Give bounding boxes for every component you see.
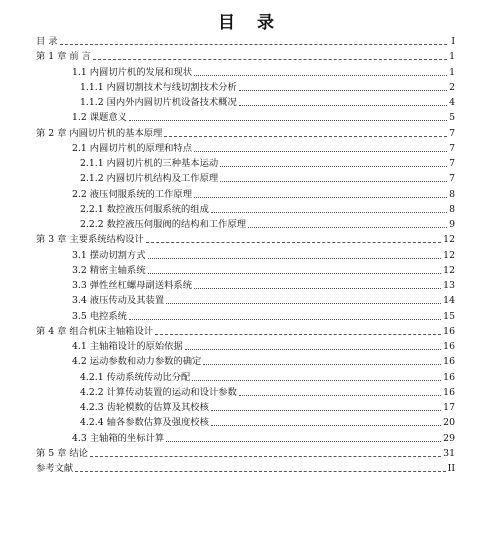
toc-entry-page-number: 16	[443, 325, 455, 337]
toc-entry[interactable]	[72, 308, 455, 322]
toc-entry-page-number: 7	[449, 173, 455, 185]
toc-entry[interactable]	[72, 262, 455, 276]
toc-entry-page-number: 13	[443, 280, 455, 291]
toc-entry-page-number: 4	[449, 97, 455, 108]
toc-leader-line	[211, 409, 441, 411]
toc-entry[interactable]	[36, 323, 455, 337]
toc-leader-line	[129, 119, 447, 121]
toc-entry-label: 3.2 精密主轴系统	[72, 264, 146, 276]
toc-leader-line	[185, 348, 441, 350]
toc-entry-page-number: 29	[443, 432, 455, 444]
toc-leader-line	[194, 287, 441, 289]
toc-leader-line	[192, 379, 441, 381]
toc-entry-label: 2.1.2 内圆切片机结构及工作原理	[80, 173, 219, 185]
toc-entry-page-number: 1	[449, 66, 455, 78]
toc-entry-page-number: 8	[449, 203, 455, 215]
toc-entry-label: 参考文献	[36, 463, 74, 474]
toc-leader-line	[75, 470, 445, 472]
toc-leader-line	[248, 226, 447, 228]
toc-leader-line	[155, 333, 441, 335]
toc-entry-label: 2.2.1 数控液压伺服系统的组成	[80, 203, 209, 215]
toc-entry-label: 第 1 章 前 言	[36, 51, 91, 63]
toc-leader-line	[239, 89, 447, 91]
toc-entry-page-number: 9	[449, 219, 455, 230]
toc-entry-label: 3.4 液压传动及其装置	[72, 295, 165, 307]
toc-entry-page-number: 20	[443, 417, 455, 429]
toc-entry[interactable]	[72, 353, 455, 367]
toc-entry-label: 第 5 章 结论	[36, 447, 88, 459]
toc-entry-page-number: 16	[443, 386, 455, 398]
toc-entry[interactable]	[72, 247, 455, 261]
toc-leader-line	[194, 150, 447, 152]
toc-entry[interactable]	[36, 460, 455, 474]
toc-leader-line	[211, 211, 447, 213]
toc-entry[interactable]	[80, 414, 455, 428]
toc-entry[interactable]	[80, 369, 455, 383]
toc-entry[interactable]	[72, 64, 455, 78]
toc-entry-page-number: 16	[443, 371, 455, 383]
toc-entry-page-number: 17	[443, 402, 455, 413]
toc-entry-page-number: 7	[449, 158, 455, 169]
toc-entry[interactable]	[72, 277, 455, 291]
toc-entry-label: 1.1 内圆切片机的发展和现状	[72, 66, 193, 78]
toc-entry[interactable]	[72, 140, 455, 154]
toc-entry-page-number: 12	[443, 249, 455, 261]
toc-entry[interactable]	[72, 430, 455, 444]
toc-entry[interactable]	[80, 399, 455, 413]
toc-leader-line	[148, 257, 442, 259]
page-title: 目 录	[218, 13, 282, 33]
toc-entry-page-number: 2	[449, 81, 455, 93]
toc-entry[interactable]	[80, 155, 455, 169]
toc-entry-label: 3.3 弹性丝杠螺母副送料系统	[72, 280, 193, 291]
toc-entry-label: 4.2.4 轴各参数估算及强度校核	[80, 417, 209, 429]
toc-leader-line	[239, 104, 447, 106]
toc-entry-label: 目 录	[36, 36, 58, 47]
toc-leader-line	[164, 135, 447, 137]
toc-entry-label: 1.1.2 国内外内圆切片机设备技术概况	[80, 97, 237, 108]
toc-entry-page-number: 7	[449, 142, 455, 154]
toc-entry-page-number: 15	[443, 310, 455, 322]
toc-entry-page-number: I	[451, 36, 455, 47]
toc-leader-line	[194, 196, 447, 198]
toc-entry[interactable]	[72, 292, 455, 306]
toc-entry-label: 4.2.1 传动系统传动比分配	[80, 371, 191, 383]
toc-leader-line	[93, 58, 447, 60]
toc-entry-page-number: 12	[443, 234, 455, 246]
toc-leader-line	[194, 74, 447, 76]
toc-entry[interactable]	[36, 48, 455, 62]
toc-leader-line	[60, 43, 447, 45]
toc-leader-line	[203, 363, 441, 365]
toc-entry[interactable]	[72, 338, 455, 352]
toc-entry-label: 第 4 章 组合机床主轴箱设计	[36, 325, 154, 337]
toc-entry-page-number: 31	[443, 447, 455, 459]
toc-entry-label: 3.1 摆动切割方式	[72, 249, 146, 261]
toc-entry[interactable]	[80, 79, 455, 93]
toc-entry[interactable]	[80, 384, 455, 398]
toc-leader-line	[211, 424, 441, 426]
toc-entry-label: 2.2 液压伺服系统的工作原理	[72, 188, 193, 200]
toc-leader-line	[148, 272, 442, 274]
toc-leader-line	[146, 241, 441, 243]
toc-entry[interactable]	[36, 445, 455, 459]
toc-entry-page-number: 14	[443, 295, 455, 307]
toc-entry-label: 1.1.1 内圆切割技术与线切割技术分析	[80, 81, 237, 93]
toc-leader-line	[166, 302, 441, 304]
toc-leader-line	[220, 180, 447, 182]
toc-entry-page-number: 1	[449, 51, 455, 63]
toc-entry-page-number: 12	[443, 264, 455, 276]
toc-entry-page-number: 16	[443, 341, 455, 352]
toc-leader-line	[239, 394, 441, 396]
toc-entry-page-number: 8	[449, 188, 455, 200]
toc-entry-page-number: 16	[443, 356, 455, 368]
toc-entry-label: 2.1.1 内圆切片机的三种基本运动	[80, 158, 219, 169]
toc-entry-page-number: II	[447, 463, 455, 474]
toc-entry[interactable]	[72, 186, 455, 200]
toc-entry-label: 2.2.2 数控液压伺服阀的结构和工作原理	[80, 219, 247, 230]
toc-entry-label: 4.2.2 计算传动装置的运动和设计参数	[80, 386, 237, 398]
toc-entry[interactable]	[80, 170, 455, 184]
toc-entry[interactable]	[80, 94, 455, 108]
toc-entry-label: 4.1 主轴箱设计的原始依据	[72, 341, 183, 352]
toc-entry-page-number: 5	[449, 112, 455, 124]
toc-leader-line	[220, 165, 447, 167]
toc-entry-label: 3.5 电控系统	[72, 310, 127, 322]
toc-leader-line	[166, 440, 441, 442]
toc-entry-label: 1.2 课题意义	[72, 112, 127, 124]
toc-entry[interactable]	[36, 231, 455, 245]
toc-leader-line	[129, 318, 441, 320]
toc-entry-label: 第 3 章 主要系统结构设计	[36, 234, 144, 246]
toc-entry[interactable]	[72, 109, 455, 123]
toc-entry-label: 4.3 主轴箱的坐标计算	[72, 432, 165, 444]
toc-entry[interactable]	[36, 125, 455, 139]
toc-leader-line	[90, 455, 441, 457]
toc-entry-label: 第 2 章 内圆切片机的基本原理	[36, 127, 163, 139]
toc-entry-label: 4.2.3 齿轮模数的估算及其校核	[80, 402, 209, 413]
toc-entry[interactable]	[80, 216, 455, 230]
toc-entry[interactable]	[80, 201, 455, 215]
toc-entry-label: 4.2 运动参数和动力参数的确定	[72, 356, 202, 368]
toc-entry-page-number: 7	[449, 127, 455, 139]
toc-entry[interactable]	[36, 33, 455, 47]
toc-entry-label: 2.1 内圆切片机的原理和特点	[72, 142, 193, 154]
